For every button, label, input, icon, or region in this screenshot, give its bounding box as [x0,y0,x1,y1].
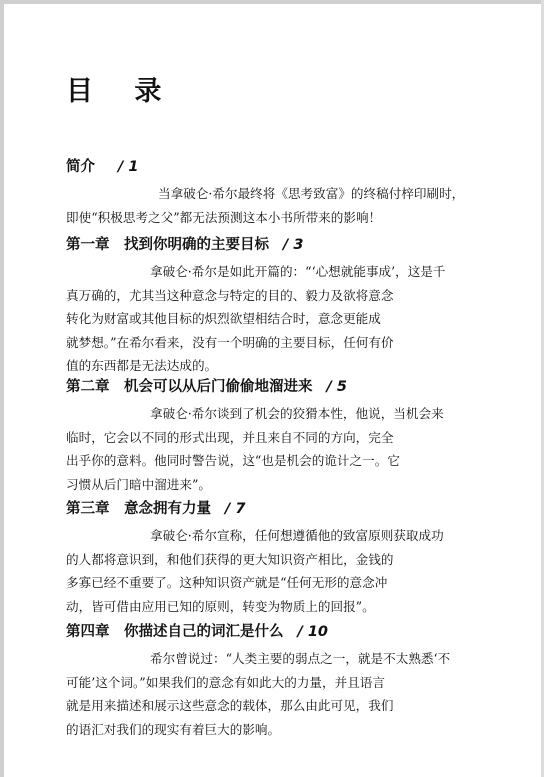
page-number: / 5 [326,379,347,395]
summary-line: 的语汇对我们的现实有着巨大的影响。 [66,721,281,737]
entry-heading [66,154,506,180]
entry-summary [66,402,506,496]
entry-heading [66,619,506,645]
entry-heading [66,232,506,258]
page-number: / 3 [283,237,304,253]
chapter-label: 第三章 [66,501,110,517]
page-frame-left [0,0,4,777]
chapter-label: 第二章 [66,379,110,395]
summary-line: 拿破仑·希尔是如此开篇的：“‘心想就能事成’，这是千 [150,264,446,279]
summary-line: 希尔曾说过：“人类主要的弱点之一，就是不太熟悉‘不 [150,651,451,666]
summary-line: 即使“积极思考之父”都无法预测这本小书所带来的影响！ [66,209,382,225]
chapter-label: 简介 [66,159,95,175]
summary-line: 的人都将意识到，和他们获得的更大知识资产相比，金钱的 [66,551,394,567]
summary-line: 值的东西都是无法达成的。 [66,358,218,373]
toc-entry-chapter-2 [66,374,506,496]
chapter-label: 第四章 [66,624,110,640]
summary-line: 多寡已经不重要了。这种知识资产就是“任何无形的意念冲 [66,575,388,590]
summary-line: 动，皆可借由应用已知的原则，转变为物质上的回报”。 [66,598,375,614]
entry-heading [66,374,506,400]
summary-line: 可能’这个词。”如果我们的意念有如此大的力量，并且语言 [66,674,385,690]
summary-line: 当拿破仑·希尔最终将《思考致富》的终稿付梓印刷时， [158,186,465,201]
chapter-label: 第一章 [66,237,110,253]
page-number: / 7 [225,501,246,517]
summary-line: 拿破仑·希尔宣称，任何想遵循他的致富原则获取成功 [150,528,444,543]
summary-line: 临时，它会以不同的形式出现，并且来自不同的方向，完全 [66,429,394,445]
summary-line: 真万确的，尤其当这种意念与特定的目的、毅力及欲将意念 [66,287,394,303]
summary-line: 转化为财富或其他目标的炽烈欲望相结合时，意念更能成 [66,311,381,326]
summary-line: 就梦想。”在希尔看来，没有一个明确的主要目标，任何有价 [66,334,394,350]
toc-entry-chapter-1 [66,232,506,378]
page-frame-top [0,0,544,4]
summary-line: 出乎你的意料。他同时警告说，这“也是机会的诡计之一。它 [66,453,400,468]
page-number: / 10 [297,624,329,640]
summary-line: 拿破仑·希尔谈到了机会的狡猾本性，他说，当机会来 [150,406,444,421]
chapter-title: 意念拥有力量 [124,501,211,517]
toc-entry-intro [66,154,506,229]
summary-line: 就是用来描述和展示这些意念的载体，那么由此可见，我们 [66,698,394,713]
chapter-title: 你描述自己的词汇是什么 [124,624,284,640]
entry-summary [66,524,506,618]
chapter-title: 找到你明确的主要目标 [124,237,269,253]
entry-summary [66,647,506,741]
summary-line: 习惯从后门暗中溜进来”。 [66,476,211,492]
toc-entry-chapter-4 [66,619,506,741]
entry-summary [66,182,506,229]
entry-heading [66,496,506,522]
chapter-title: 机会可以从后门偷偷地溜进来 [124,379,313,395]
entry-summary [66,260,506,378]
toc-title: 目 录 [66,76,178,107]
toc-entry-chapter-3 [66,496,506,618]
page-number: / 1 [118,159,139,175]
